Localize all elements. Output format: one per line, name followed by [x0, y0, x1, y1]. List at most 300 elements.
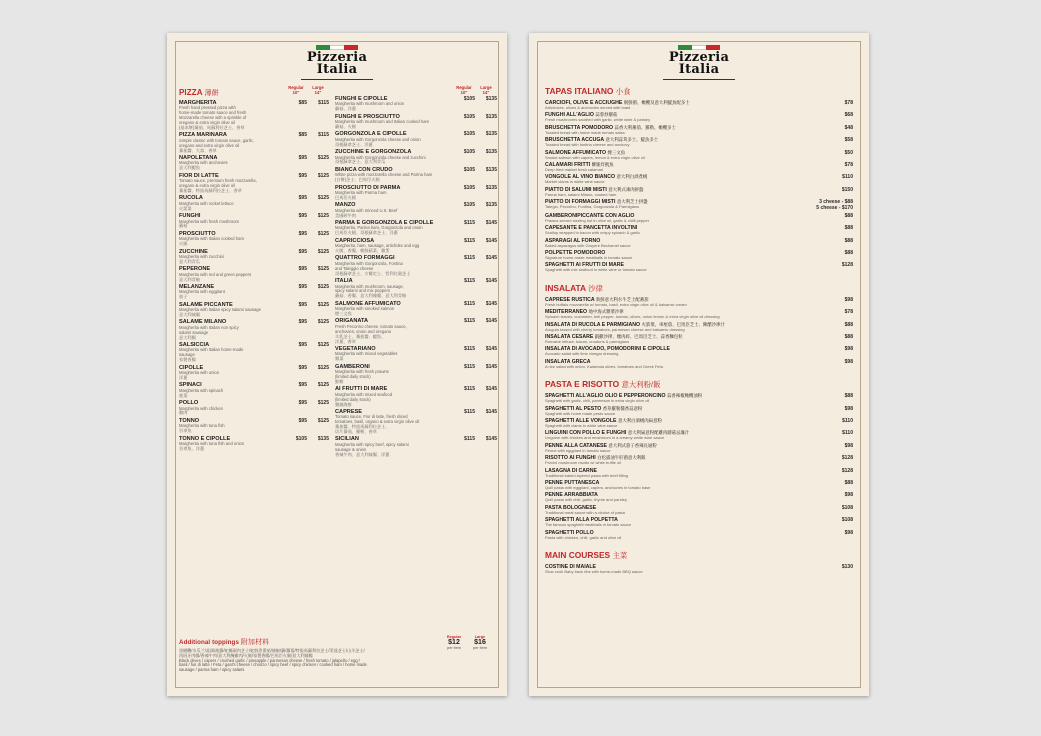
menu-item-desc: 火腿、香腸、朝鮮薊菜、雞蛋: [335, 248, 390, 254]
menu-item: [335, 409, 497, 435]
menu-item-name: MARGHERITA: [179, 100, 217, 106]
menu-item: [179, 100, 329, 131]
menu-item: [335, 202, 497, 218]
menu-item-desc: Margherita with onion: [179, 370, 220, 376]
menu-item-desc: Margherita with minced U.S. Beef: [335, 207, 398, 213]
menu-item-desc: Margherita with Parma ham: [335, 190, 387, 195]
menu-item-desc: Margherita with fresh prawns: [335, 369, 389, 375]
price-regular: $115: [464, 345, 475, 352]
price-regular: $95: [298, 266, 307, 273]
menu-item-price: $128: [841, 262, 853, 269]
menu-item-price: $50: [844, 149, 853, 156]
menu-item-desc: 雜錦海鮮: [335, 401, 352, 407]
menu-item-info: [545, 187, 797, 198]
menu-item-desc: 火腿: [179, 241, 188, 247]
menu-item-price: $98: [844, 492, 853, 499]
menu-item-info: [545, 112, 797, 123]
menu-item-name-cn: 意大利蒜茸多士、鯷魚多士: [605, 137, 659, 143]
menu-item-info: [179, 382, 285, 398]
price-large: $125: [317, 248, 329, 255]
menu-item: [545, 430, 853, 441]
price-large: $145: [485, 436, 497, 443]
menu-item-desc: Margherita, ham, sausage, artichoke and egg: [335, 243, 420, 249]
menu-item-desc: Spaghetti with mix seafood in white wine or tomato sauce: [545, 268, 647, 273]
menu-item: [179, 319, 329, 340]
menu-item-name: VEGETARIANO: [335, 345, 376, 352]
menu-item-name: SPAGHETTI POLLO: [545, 529, 594, 536]
menu-item-info: [335, 386, 453, 407]
price-regular: $115: [464, 278, 475, 285]
menu-item-name: LASAGNA DI CARNE: [545, 467, 597, 474]
menu-item-desc: Margherita with rocket lettuce: [179, 200, 234, 206]
menu-item-desc: sausage: [179, 352, 195, 358]
menu-item-price: $88: [844, 321, 853, 328]
menu-item-desc: 鮮蝦: [335, 378, 344, 384]
menu-item: [179, 213, 329, 229]
menu-item-desc: 洋蔥、香草: [335, 338, 356, 344]
pizza-section-title: PIZZA 薄餅: [179, 88, 219, 97]
menu-item-price: $58: [844, 137, 853, 144]
menu-item-price: $68: [844, 112, 853, 119]
menu-item-desc: 切片蕃茄、羅勒、香草: [335, 429, 377, 435]
menu-item-name: CAPRESE: [335, 408, 363, 415]
menu-item: [545, 443, 853, 454]
menu-item: [179, 284, 329, 300]
menu-item-name: INSALATA CESARE: [545, 334, 594, 341]
menu-item-info: [179, 231, 285, 247]
menu-item-name: PARMA E GORGONZOLA E CIPOLLE: [335, 220, 434, 227]
menu-item-price: $98: [844, 442, 853, 449]
menu-item-desc: 蕃茄醬、特級馬蘇利拉芝士、: [335, 424, 390, 430]
menu-item-name-cn: 蒜蓉炒蘑菇: [595, 112, 618, 118]
price-large: $135: [485, 184, 497, 191]
menu-item-info: [545, 393, 797, 404]
menu-item-info: [545, 406, 797, 417]
section-title-en: INSALATA: [545, 282, 586, 293]
menu-item-price: 3 cheese - $88 5 cheese - $170: [816, 199, 853, 212]
menu-item-info: [545, 346, 797, 357]
menu-item-info: [179, 302, 285, 318]
price-regular: $115: [464, 363, 475, 370]
price-large: $125: [317, 342, 329, 349]
menu-item-desc: Margherita with anchovies: [179, 160, 228, 166]
section-title: [545, 86, 853, 97]
price-large: $115: [318, 100, 329, 106]
menu-item-name: TONNO E CIPOLLE: [179, 435, 231, 442]
menu-item-name-cn: 白松露油牛肝菌意大利飯: [597, 455, 646, 461]
menu-item-desc: Margherita with spicy beef, spicy salami: [335, 441, 409, 447]
menu-item: [335, 167, 497, 183]
menu-item-name: INSALATA DI RUCOLA E PARMIGIANO: [545, 321, 640, 328]
menu-item-desc: Prawns served sizzling hot in olive oil, garlic & chilli pepper: [545, 218, 650, 223]
price-regular: $105: [463, 131, 475, 138]
menu-item-name-cn: 凱撒沙律、煙肉碎、巴馬臣芝士、蒜香麵包粒: [594, 334, 683, 340]
price-regular: $115: [464, 220, 475, 227]
menu-item-name-cn: 朝鮮薊、橄欖及意大利鯷魚配多士: [623, 100, 690, 105]
menu-item-desc: Fresh mushrooms sautéed with garlic, white wine & parsley: [545, 118, 651, 123]
menu-item-info: [545, 455, 797, 466]
menu-item-price: $98: [844, 296, 853, 303]
toppings-line: 西班牙肉腸/香辣牛肉/意大利醃雞肉/火腿/家製香腸/巴馬臣火腿/意大利辣腸: [179, 652, 313, 658]
menu-item-price: $88: [844, 393, 853, 400]
menu-item-info: [545, 480, 797, 491]
logo-line2: Italia: [316, 62, 358, 77]
price-large: $125: [317, 319, 329, 326]
price-regular: $95: [298, 364, 307, 371]
menu-item-desc: 蘑菇、火腿: [335, 124, 356, 130]
menu-item-desc: White pizza with mozzarella cheese and Parma ham: [335, 172, 433, 178]
menu-item-name: QUATTRO FORMAGGI: [335, 255, 395, 262]
menu-item: [179, 418, 329, 434]
menu-item-desc: 意大利辣腸: [179, 312, 200, 318]
menu-item-name: MEDITERRANEO: [545, 309, 588, 316]
menu-item-price: $88: [844, 250, 853, 257]
menu-item-desc: Quill pasta with eggplant, capers, anchovies in tomato base: [545, 485, 651, 490]
menu-item-desc: 煙三文魚: [335, 311, 352, 317]
menu-item-info: [545, 517, 797, 528]
menu-item-info: [179, 418, 285, 434]
menu-item-desc: Slow cook Baby back ribs with home-made BBQ sauce: [545, 569, 643, 574]
menu-item-name: PASTA BOLOGNESE: [545, 504, 597, 511]
menu-item-name: SPINACI: [179, 382, 202, 389]
menu-item-info: [335, 220, 453, 236]
menu-item-name: POLLO: [179, 400, 199, 407]
menu-item: [545, 530, 853, 541]
menu-item-desc: 吞拿魚: [179, 428, 192, 434]
menu-item-desc: anchovies, onion and oregano: [335, 328, 392, 334]
price-regular: $115: [464, 318, 475, 325]
menu-item-desc: Margherita with chicken: [179, 405, 223, 411]
price-regular: $95: [298, 319, 307, 326]
menu-item-desc: Margherita with mixed vegetables: [335, 351, 398, 357]
menu-item-desc: Arugula tossed with cherry tomatoes, parmesan cheese and balsamic dressing: [545, 327, 685, 332]
menu-item-name: SICILIAN: [335, 436, 359, 443]
menu-item-desc: Scallop wrapped in bacon with crispy spinach & garlic: [545, 231, 640, 236]
menu-item-name: INSALATA GRECA: [545, 358, 591, 365]
menu-item-info: [545, 262, 797, 273]
menu-item: [335, 386, 497, 407]
menu-item: [179, 195, 329, 211]
price-large: $125: [317, 155, 329, 162]
menu-item-info: [545, 250, 797, 261]
menu-item-desc: Margherita with mushroom, sausage,: [335, 283, 404, 289]
menu-item: [545, 225, 853, 236]
menu-item: [335, 364, 497, 385]
menu-item-price: $110: [842, 418, 853, 424]
menu-item-info: [545, 564, 797, 575]
menu-item-info: [179, 132, 285, 153]
menu-item-name: VONGOLE AL VINO BIANCO: [545, 174, 616, 181]
menu-item-name: SPAGHETTI ALLE VONGOLE: [545, 418, 617, 424]
menu-item-name: PEPERONE: [179, 266, 211, 273]
menu-item-name-cn: 香草羅勒醬香蒜意粉: [602, 405, 643, 411]
menu-item-name: PIATTO DI SALUMI MISTI: [545, 186, 607, 193]
price-regular: $115: [464, 436, 475, 443]
menu-item-info: [335, 364, 453, 385]
menu-item-desc: 吞拿魚、洋蔥: [179, 445, 205, 451]
price-regular: $95: [298, 213, 307, 220]
section-title: [545, 550, 853, 561]
menu-item: [545, 505, 853, 516]
menu-item: [545, 213, 853, 224]
pizza-list-2: [335, 96, 497, 458]
price-large: $125: [317, 417, 329, 424]
menu-item-name: PENNE ALLA CATANESE: [545, 442, 607, 449]
menu-item-desc: Margherita, Parma ham, Gorgonzola and onion: [335, 225, 423, 231]
menu-item-info: [545, 162, 797, 173]
menu-item: [545, 322, 853, 333]
menu-item: [179, 436, 329, 452]
menu-item-desc: 雜菜: [335, 356, 344, 362]
toppings-title: Additional toppings 附加材料: [179, 639, 270, 646]
menu-item: [545, 334, 853, 345]
price-large: $145: [485, 408, 497, 415]
menu-item-name-cn: 意大利式凍肉拼盤: [608, 186, 644, 192]
menu-item: [179, 266, 329, 282]
menu-item-price: $98: [844, 346, 853, 353]
menu-item-desc: Porcini mushroom risotto w/ white truffle oil: [545, 461, 621, 466]
menu-item-desc: Margherita with fresh mushroom: [179, 218, 240, 224]
price-regular: $95: [298, 248, 307, 255]
menu-item-desc: 家製香腸: [179, 357, 196, 363]
menu-item-info: [335, 114, 453, 130]
menu-item-desc: Margherita with smoked salmon: [335, 306, 395, 312]
menu-item-price: $88: [844, 237, 853, 244]
menu-item-name-cn: 意大利白酒煮蜆: [616, 174, 648, 180]
price-large: $125: [317, 364, 329, 371]
menu-item-name: ZUCCHINE E GORGONZOLA: [335, 149, 412, 156]
menu-item-desc: Margherita with zucchini: [179, 253, 224, 259]
menu-item-name: COSTINE DI MAIALE: [545, 563, 597, 570]
menu-item-name-cn: 新鮮意大利水牛芝士配蕃茄: [595, 296, 649, 302]
menu-item: [179, 365, 329, 381]
price-large: $115: [318, 132, 329, 139]
menu-item-price: $128: [841, 467, 853, 474]
additional-toppings: [179, 635, 497, 673]
section-gap: [545, 371, 853, 379]
price-regular: $115: [464, 408, 475, 415]
menu-item-info: [335, 238, 453, 254]
price-regular: $95: [298, 382, 307, 389]
price-regular: $115: [464, 237, 475, 244]
menu-item-price: $88: [844, 334, 853, 341]
menu-item-name: CAPESANTE E PANCETTA INVOLTINI: [545, 225, 638, 232]
menu-item-desc: Spaghetti with home made pesto sauce: [545, 411, 616, 416]
menu-item-info: [179, 319, 285, 340]
menu-item-info: [179, 100, 285, 131]
menu-item-desc: Quill pasta with chili, garlic, thyme and parsley: [545, 498, 627, 503]
menu-item-desc: (白餅)芝士、巴馬臣火腿: [335, 177, 380, 183]
price-regular: $105: [463, 184, 475, 191]
menu-item-price: $108: [841, 517, 853, 524]
menu-item-desc: Fresh hand pressed pizza with: [179, 105, 236, 111]
menu-item-info: [545, 238, 797, 249]
menu-item: [545, 359, 853, 370]
menu-item-name: CIPOLLE: [179, 364, 204, 371]
menu-item-name: SPAGHETTI ALL'AGLIO OLIO E PEPPERONCINO: [545, 393, 666, 400]
price-large: $135: [317, 435, 329, 442]
price-regular: $95: [298, 230, 307, 237]
menu-item-info: [179, 155, 285, 171]
menu-item-name: PIATTO DI FORMAGGI MISTI: [545, 199, 616, 206]
price-large: $135: [485, 166, 497, 173]
price-regular: $95: [298, 195, 307, 202]
menu-item-name-cn: 意大利式茄子香辣長通粉: [608, 442, 657, 448]
menu-item-desc: 哥根蘇拿芝士、洋蔥: [335, 141, 373, 147]
menu-item-price: $98: [844, 358, 853, 365]
price-large: $145: [485, 255, 497, 262]
menu-item: [335, 96, 497, 112]
section-title: [545, 379, 853, 390]
menu-item-name: SALMONE AFFUMICATO: [545, 149, 606, 156]
price-regular: $95: [298, 342, 307, 349]
menu-item-desc: (limited daily stock): [335, 396, 371, 402]
price-large: $125: [317, 400, 329, 407]
menu-item-name: PIZZA MARINARA: [179, 132, 227, 139]
menu-item-name-cn: 火箭菜、車厘茄、巴馬臣芝士、陳醋沙律汁: [641, 321, 725, 327]
menu-item-desc: Traditional baked layered pasta with beef filling: [545, 473, 629, 478]
menu-item-desc: Tomato sauce, Fior di latte, fresh sliced: [335, 414, 408, 420]
menu-item-desc: Penne with eggplant in tomato sauce: [545, 448, 611, 453]
section-gap: [545, 275, 853, 283]
pizza-column-1: [179, 86, 329, 684]
price-large: $145: [485, 278, 497, 285]
menu-item-name: SALMONE AFFUMICATO: [335, 300, 401, 307]
menu-item: [179, 231, 329, 247]
menu-item: [545, 262, 853, 273]
menu-item: [335, 131, 497, 147]
price-large: $145: [485, 237, 497, 244]
section-title-en: PASTA E RISOTTO: [545, 379, 620, 390]
menu-item-info: [179, 284, 285, 300]
menu-item-desc: 巴馬臣火腿: [335, 194, 356, 200]
menu-item-desc: Talegio, Pecorino, Fontina, Gorgonzola & Parmigiano: [545, 205, 640, 210]
menu-item-name: RUCOLA: [179, 195, 203, 202]
menu-item-info: [545, 137, 797, 148]
section-title-cn: 意大利粉/飯: [621, 380, 661, 390]
menu-item-desc: Traditional meat sauce with a choice of pasta: [545, 510, 625, 515]
menu-item-name-cn: 蒜香大利蕃茄、羅勒、橄欖多士: [614, 124, 676, 130]
price-regular: $95: [298, 284, 307, 290]
menu-item-price: $150: [841, 186, 853, 193]
menu-item: [179, 155, 329, 171]
menu-item-desc: Margherita with spinach: [179, 387, 224, 393]
price-regular: $85: [298, 100, 307, 106]
menu-item-info: [545, 100, 797, 111]
menu-item-name-cn: 意大利白酒蜆肉扁意粉: [617, 418, 662, 423]
menu-item-price: $88: [844, 479, 853, 486]
menu-item-desc: 意大利青椒: [179, 276, 200, 282]
menu-item-name: SPAGHETTI AL PESTO: [545, 405, 602, 412]
menu-item-info: [179, 195, 285, 211]
menu-item-info: [179, 342, 285, 363]
menu-item-desc: Margherita with Gorgonzola, Fontina: [335, 260, 403, 266]
section-title-cn: 小食: [615, 87, 631, 96]
menu-item-desc: Toasted bread with home made tomato salsa: [545, 130, 625, 135]
menu-item-desc: 巴馬臣火腿、哥根蘇拿芝士、洋蔥: [335, 230, 398, 236]
menu-item-desc: Margherita with red and green peppers: [179, 271, 252, 277]
menu-item: [545, 564, 853, 575]
menu-item-desc: 意大利腸: [179, 334, 196, 340]
menu-item-name: ASPARAGI AL FORNO: [545, 237, 601, 244]
price-large: $125: [317, 301, 329, 308]
menu-item-price: $108: [841, 504, 853, 511]
menu-item: [545, 199, 853, 211]
menu-item: [545, 492, 853, 503]
menu-item-desc: home-made tomato sauce and fresh: [179, 110, 247, 116]
menu-item: [545, 125, 853, 136]
menu-item: [545, 468, 853, 479]
menu-item-price: $98: [844, 529, 853, 536]
section-title-cn: 主菜: [612, 550, 628, 560]
section-title: [545, 283, 853, 294]
menu-item-info: [335, 278, 453, 299]
menu-item-info: [335, 318, 453, 344]
toppings-list: [179, 649, 497, 673]
price-regular: $105: [295, 435, 307, 442]
menu-item-desc: 哥根蘇拿芝士、方爾定士、哲利比奧芝士: [335, 270, 411, 276]
price-regular: $95: [298, 400, 307, 407]
menu-item: [545, 297, 853, 308]
section-gap: [545, 542, 853, 550]
menu-item-desc: Mozzarella cheese with a sprinkle of: [179, 115, 247, 121]
logo-line1: Pizzeria: [668, 50, 730, 65]
menu-item-info: [545, 297, 797, 308]
menu-item-name: SPAGHETTI ALLA POLPETTA: [545, 517, 618, 524]
size-header: Regular 10" Large 14": [288, 85, 324, 95]
price-regular: $105: [463, 202, 475, 209]
price-large: $145: [485, 300, 497, 307]
menu-item-desc: Romaine lettuce, bacon, croutons & parmigiano: [545, 340, 630, 345]
menu-item: [179, 173, 329, 194]
menu-item: [335, 114, 497, 130]
menu-item-desc: 意大利青瓜: [179, 258, 200, 264]
menu-item-name-cn: 煙三文魚: [607, 149, 626, 155]
pizza-columns: [179, 86, 497, 684]
menu-item-desc: Spaghetti with garlic, chili, parmesan in extra virgin olive oil: [545, 399, 650, 404]
toppings-line: sausage / parma ham / spicy salami: [179, 667, 245, 673]
menu-item-info: [335, 149, 453, 165]
price-regular: $95: [298, 172, 307, 179]
logo: [167, 45, 507, 80]
logo-underline: [301, 79, 373, 80]
menu-item: [545, 393, 853, 404]
menu-item-name: BRUSCHETTA POMODORO: [545, 124, 614, 131]
menu-item: [545, 100, 853, 111]
menu-item-name: PROSCIUTTO DI PARMA: [335, 184, 401, 191]
menu-item-info: [335, 255, 453, 276]
menu-item-name: INSALATA DI AVOCADO, POMODORINI E CIPOLLE: [545, 346, 670, 353]
price-regular: $115: [464, 255, 475, 262]
menu-item-desc: Margherita with Italian home-made: [179, 347, 244, 353]
section-title-en: MAIN COURSES: [545, 549, 611, 560]
menu-item-info: [545, 322, 797, 333]
menu-item-info: [335, 301, 453, 317]
menu-item-info: [545, 174, 797, 185]
menu-item-desc: tomatoes, basil, organo & extra virgin olive oil: [335, 419, 420, 425]
menu-item-desc: Signature home-made meatballs in tomato sauce: [545, 256, 633, 261]
menu-item-name: TONNO: [179, 417, 200, 424]
menu-item-name-cn: 酥脆炸魷魚: [591, 161, 614, 167]
menu-item-desc: Smoke salmon with capers, lemon & extra virgin olive oil: [545, 155, 645, 160]
menu-item: [335, 185, 497, 201]
menu-item: [179, 249, 329, 265]
menu-item-name: SALSICCIA: [179, 342, 210, 349]
menu-item-name: AI FRUTTI DI MARE: [335, 386, 388, 393]
menu-item-name: GORGONZOLA E CIPOLLE: [335, 131, 407, 138]
menu-item-name: BRUSCHETTA ACCUGA: [545, 137, 604, 144]
menu-item-name: FUNGHI E PROSCIUTTO: [335, 113, 400, 120]
